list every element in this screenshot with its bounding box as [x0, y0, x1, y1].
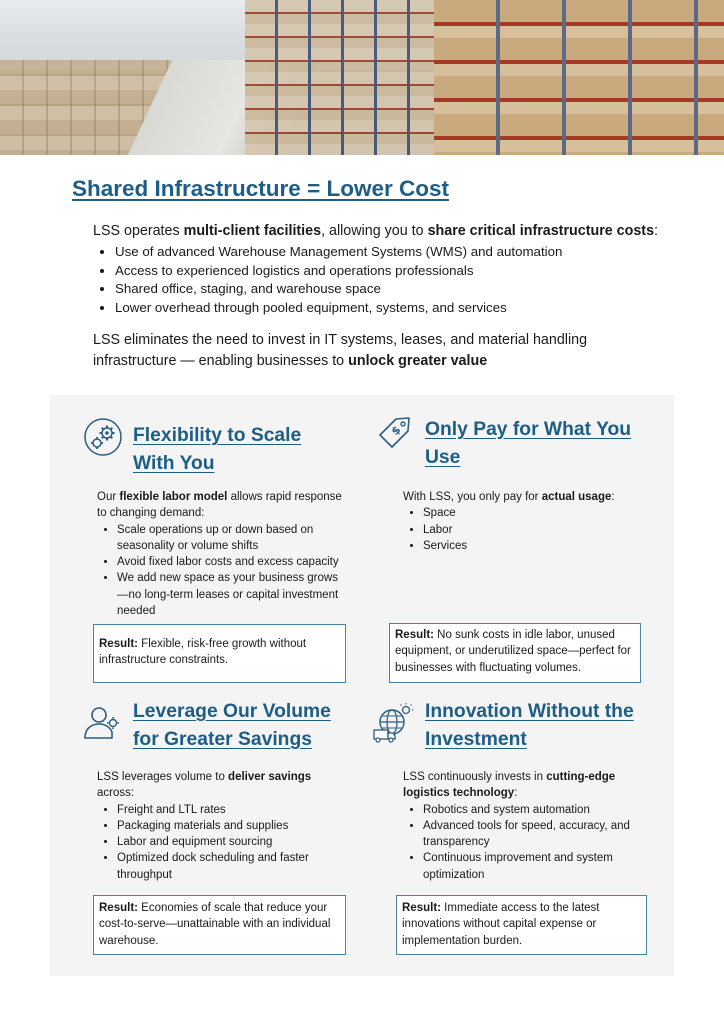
intro-closing: LSS eliminates the need to invest in IT systems, leases, and material handling infrastructure — enabling businesses to unlock greater value: [93, 332, 588, 369]
list-item: • Space: [423, 505, 653, 521]
price-tag-icon: [376, 413, 414, 451]
list-item: • Avoid fixed labor costs and excess capacity: [117, 554, 349, 570]
list-item: • We add new space as your business grows —no long-term leases or capital investment needed: [117, 570, 349, 619]
svg-text:$: $: [388, 423, 404, 438]
card-body-volume: LSS leverages volume to deliver savings across: • Freight and LTL rates • Packaging materials and supplies • Labor and equipment sourcing • Optimized dock scheduling and faster throughput: [97, 769, 347, 883]
card-title-pay: Only Pay for What You Use: [425, 419, 632, 468]
card-title-flexibility: Flexibility to Scale With You: [133, 425, 302, 474]
user-gear-icon: [83, 704, 123, 742]
benefits-panel: [50, 395, 674, 976]
list-item: • Services: [423, 538, 653, 554]
card-body-innovation: LSS continuously invests in cutting-edge logistics technology: • Robotics and system automation • Advanced tools for speed, accuracy, and transparency • Continuous improvement and system optimization: [403, 769, 633, 883]
list-item: • Lower overhead through pooled equipment, systems, and services: [115, 299, 693, 318]
page-title: Shared Infrastructure = Lower Cost: [72, 176, 449, 201]
list-item: • Packaging materials and supplies: [117, 818, 347, 834]
card-title-volume: Leverage Our Volume for Greater Savings: [133, 701, 331, 750]
result-box-flexibility: Result: Flexible, risk-free growth without infrastructure constraints.: [93, 624, 346, 683]
result-box-volume: Result: Economies of scale that reduce your cost-to-serve—unattainable with an individual warehouse.: [93, 895, 346, 955]
card-body-pay: With LSS, you only pay for actual usage: • Space • Labor • Services: [403, 489, 653, 554]
list-item: • Shared office, staging, and warehouse space: [115, 280, 693, 299]
list-item: • Labor and equipment sourcing: [117, 834, 347, 850]
list-item: • Advanced tools for speed, accuracy, and transparency: [423, 818, 633, 851]
card-title-innovation: Innovation Without the Investment: [425, 701, 634, 750]
card-body-flexibility: Our flexible labor model allows rapid response to changing demand: • Scale operations up or down based on seasonality or volume shifts • Avoid fixed labor costs and excess capacity • We add new space as your business grows —no long-term leases or capital investment needed: [97, 489, 349, 619]
list-item: • Freight and LTL rates: [117, 802, 347, 818]
list-item: • Labor: [423, 522, 653, 538]
gears-icon: [83, 417, 123, 457]
intro-lead: LSS operates multi-client facilities, allowing you to share critical infrastructure costs:: [93, 223, 659, 239]
list-item: • Access to experienced logistics and operations professionals: [115, 262, 693, 281]
hero-warehouse-photo: [0, 0, 724, 155]
list-item: • Optimized dock scheduling and faster throughput: [117, 850, 347, 883]
list-item: • Scale operations up or down based on seasonality or volume shifts: [117, 522, 349, 555]
list-item: • Use of advanced Warehouse Management Systems (WMS) and automation: [115, 243, 693, 262]
list-item: • Robotics and system automation: [423, 802, 633, 818]
result-box-innovation: Result: Immediate access to the latest innovations without capital expense or implementation burden.: [396, 895, 647, 955]
intro-bullet-list: [93, 243, 693, 317]
result-box-pay: Result: No sunk costs in idle labor, unused equipment, or underutilized space—perfect for businesses with fluctuating volumes.: [389, 623, 641, 683]
globe-truck-icon: [372, 702, 416, 744]
intro-section: [93, 222, 693, 317]
list-item: • Continuous improvement and system optimization: [423, 850, 633, 883]
